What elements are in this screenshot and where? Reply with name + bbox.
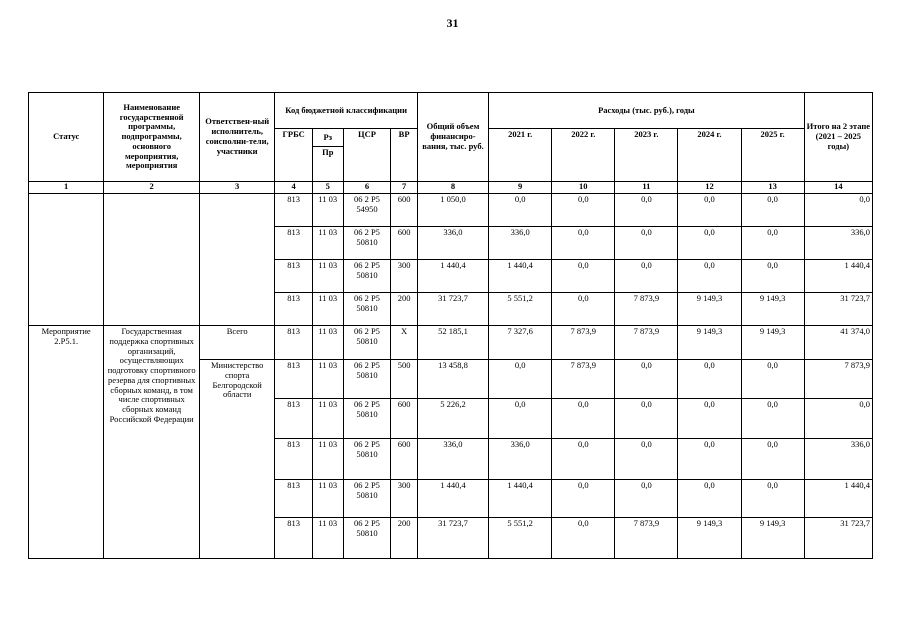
total-cell: 13 458,8 — [417, 360, 488, 399]
grbs-cell: 813 — [275, 326, 313, 360]
csr-cell: 06 2 P5 50810 — [343, 326, 391, 360]
csr-cell: 06 2 P5 54950 — [343, 194, 391, 227]
csr-cell: 06 2 P5 50810 — [343, 260, 391, 293]
csr-cell: 06 2 P5 50810 — [343, 399, 391, 439]
csr-cell: 06 2 P5 50810 — [343, 480, 391, 518]
stage-total-cell: 31 723,7 — [804, 518, 872, 559]
y2021-cell: 5 551,2 — [489, 293, 552, 326]
stage-total-cell: 0,0 — [804, 194, 872, 227]
y2024-cell: 9 149,3 — [678, 293, 741, 326]
vr-cell: 500 — [391, 360, 417, 399]
y2023-cell: 7 873,9 — [615, 518, 678, 559]
budget-table — [28, 92, 873, 559]
csr-cell: 06 2 P5 50810 — [343, 360, 391, 399]
header-status: Статус — [29, 93, 104, 182]
y2023-cell: 0,0 — [615, 194, 678, 227]
grbs-cell: 813 — [275, 480, 313, 518]
y2022-cell: 0,0 — [552, 480, 615, 518]
grbs-cell: 813 — [275, 194, 313, 227]
header-stage-total: Итого на 2 этапе (2021 – 2025 годы) — [804, 93, 872, 182]
rzpr-cell: 11 03 — [313, 194, 344, 227]
y2022-cell: 0,0 — [552, 227, 615, 260]
y2025-cell: 0,0 — [741, 439, 804, 480]
y2023-cell: 0,0 — [615, 227, 678, 260]
y2022-cell: 0,0 — [552, 518, 615, 559]
column-number: 13 — [741, 182, 804, 194]
status-cell: Мероприятие 2.Р5.1. — [29, 326, 104, 559]
header-grbs: ГРБС — [275, 129, 313, 182]
y2025-cell: 0,0 — [741, 360, 804, 399]
column-number: 14 — [804, 182, 872, 194]
y2021-cell: 1 440,4 — [489, 260, 552, 293]
header-2025: 2025 г. — [741, 129, 804, 182]
y2023-cell: 0,0 — [615, 439, 678, 480]
y2021-cell: 0,0 — [489, 360, 552, 399]
y2022-cell: 0,0 — [552, 260, 615, 293]
y2025-cell: 0,0 — [741, 194, 804, 227]
grbs-cell: 813 — [275, 518, 313, 559]
table-row — [29, 326, 873, 360]
y2025-cell: 9 149,3 — [741, 293, 804, 326]
vr-cell: 600 — [391, 439, 417, 480]
executor-cell-empty — [200, 194, 275, 326]
total-cell: 1 440,4 — [417, 260, 488, 293]
vr-cell: 300 — [391, 480, 417, 518]
total-cell: 5 226,2 — [417, 399, 488, 439]
rzpr-cell: 11 03 — [313, 293, 344, 326]
header-pr: Пр — [313, 147, 344, 182]
rzpr-cell: 11 03 — [313, 399, 344, 439]
y2024-cell: 9 149,3 — [678, 326, 741, 360]
vr-cell: 200 — [391, 293, 417, 326]
column-number: 7 — [391, 182, 417, 194]
rzpr-cell: 11 03 — [313, 326, 344, 360]
y2021-cell: 1 440,4 — [489, 480, 552, 518]
grbs-cell: 813 — [275, 360, 313, 399]
y2024-cell: 9 149,3 — [678, 518, 741, 559]
header-2021: 2021 г. — [489, 129, 552, 182]
y2021-cell: 0,0 — [489, 194, 552, 227]
stage-total-cell: 0,0 — [804, 399, 872, 439]
column-number: 6 — [343, 182, 391, 194]
y2024-cell: 0,0 — [678, 360, 741, 399]
header-rz: Рз — [313, 129, 344, 147]
header-budget-code: Код бюджетной классификации — [275, 93, 418, 129]
y2023-cell: 0,0 — [615, 260, 678, 293]
executor-ministry-cell: Министерство спорта Белгородской области — [200, 360, 275, 559]
y2025-cell: 0,0 — [741, 399, 804, 439]
y2023-cell: 0,0 — [615, 399, 678, 439]
y2023-cell: 0,0 — [615, 360, 678, 399]
y2024-cell: 0,0 — [678, 399, 741, 439]
grbs-cell: 813 — [275, 260, 313, 293]
rzpr-cell: 11 03 — [313, 260, 344, 293]
stage-total-cell: 336,0 — [804, 227, 872, 260]
y2025-cell: 9 149,3 — [741, 326, 804, 360]
column-number: 9 — [489, 182, 552, 194]
header-2024: 2024 г. — [678, 129, 741, 182]
total-cell: 336,0 — [417, 227, 488, 260]
header-executor: Ответствен-ный исполнитель, соисполни-тели, участники — [200, 93, 275, 182]
header-expenses: Расходы (тыс. руб.), годы — [489, 93, 805, 129]
rzpr-cell: 11 03 — [313, 480, 344, 518]
column-number: 8 — [417, 182, 488, 194]
column-number: 12 — [678, 182, 741, 194]
y2021-cell: 336,0 — [489, 439, 552, 480]
stage-total-cell: 7 873,9 — [804, 360, 872, 399]
vr-cell: 600 — [391, 227, 417, 260]
status-cell-empty — [29, 194, 104, 326]
y2023-cell: 0,0 — [615, 480, 678, 518]
column-number: 1 — [29, 182, 104, 194]
y2022-cell: 7 873,9 — [552, 360, 615, 399]
header-2022: 2022 г. — [552, 129, 615, 182]
stage-total-cell: 41 374,0 — [804, 326, 872, 360]
csr-cell: 06 2 P5 50810 — [343, 439, 391, 480]
y2021-cell: 5 551,2 — [489, 518, 552, 559]
header-2023: 2023 г. — [615, 129, 678, 182]
table-row — [29, 194, 873, 227]
y2022-cell: 0,0 — [552, 194, 615, 227]
grbs-cell: 813 — [275, 227, 313, 260]
name-cell-empty — [104, 194, 200, 326]
csr-cell: 06 2 P5 50810 — [343, 293, 391, 326]
csr-cell: 06 2 P5 50810 — [343, 227, 391, 260]
total-cell: 52 185,1 — [417, 326, 488, 360]
total-cell: 1 050,0 — [417, 194, 488, 227]
y2024-cell: 0,0 — [678, 227, 741, 260]
column-number: 4 — [275, 182, 313, 194]
grbs-cell: 813 — [275, 439, 313, 480]
executor-all-cell: Всего — [200, 326, 275, 360]
rzpr-cell: 11 03 — [313, 360, 344, 399]
vr-cell: Х — [391, 326, 417, 360]
column-number: 5 — [313, 182, 344, 194]
rzpr-cell: 11 03 — [313, 439, 344, 480]
y2024-cell: 0,0 — [678, 260, 741, 293]
y2021-cell: 0,0 — [489, 399, 552, 439]
page-number: 31 — [446, 16, 459, 30]
stage-total-cell: 1 440,4 — [804, 260, 872, 293]
header-csr: ЦСР — [343, 129, 391, 182]
column-number: 10 — [552, 182, 615, 194]
total-cell: 1 440,4 — [417, 480, 488, 518]
column-number: 2 — [104, 182, 200, 194]
y2022-cell: 0,0 — [552, 439, 615, 480]
y2023-cell: 7 873,9 — [615, 293, 678, 326]
vr-cell: 600 — [391, 194, 417, 227]
header-name: Наименование государственной программы, подпрограммы, основного мероприятия, мероприятия — [104, 93, 200, 182]
y2025-cell: 0,0 — [741, 260, 804, 293]
vr-cell: 600 — [391, 399, 417, 439]
y2021-cell: 336,0 — [489, 227, 552, 260]
total-cell: 336,0 — [417, 439, 488, 480]
y2025-cell: 0,0 — [741, 227, 804, 260]
y2021-cell: 7 327,6 — [489, 326, 552, 360]
y2022-cell: 0,0 — [552, 293, 615, 326]
y2025-cell: 9 149,3 — [741, 518, 804, 559]
header-total: Общий объем финансиро-вания, тыс. руб. — [417, 93, 488, 182]
name-cell: Государственная поддержка спортивных организаций, осуществляющих подготовку спортивного резерва для спортивных сборных команд, в том числе спортивных сборных команд Российской Федерации — [104, 326, 200, 559]
rzpr-cell: 11 03 — [313, 227, 344, 260]
vr-cell: 300 — [391, 260, 417, 293]
stage-total-cell: 1 440,4 — [804, 480, 872, 518]
y2024-cell: 0,0 — [678, 439, 741, 480]
y2024-cell: 0,0 — [678, 480, 741, 518]
stage-total-cell: 336,0 — [804, 439, 872, 480]
vr-cell: 200 — [391, 518, 417, 559]
total-cell: 31 723,7 — [417, 293, 488, 326]
csr-cell: 06 2 P5 50810 — [343, 518, 391, 559]
y2024-cell: 0,0 — [678, 194, 741, 227]
y2022-cell: 7 873,9 — [552, 326, 615, 360]
column-number: 11 — [615, 182, 678, 194]
rzpr-cell: 11 03 — [313, 518, 344, 559]
total-cell: 31 723,7 — [417, 518, 488, 559]
grbs-cell: 813 — [275, 293, 313, 326]
y2023-cell: 7 873,9 — [615, 326, 678, 360]
header-vr: ВР — [391, 129, 417, 182]
stage-total-cell: 31 723,7 — [804, 293, 872, 326]
column-number-row — [29, 182, 873, 194]
y2025-cell: 0,0 — [741, 480, 804, 518]
column-number: 3 — [200, 182, 275, 194]
grbs-cell: 813 — [275, 399, 313, 439]
y2022-cell: 0,0 — [552, 399, 615, 439]
